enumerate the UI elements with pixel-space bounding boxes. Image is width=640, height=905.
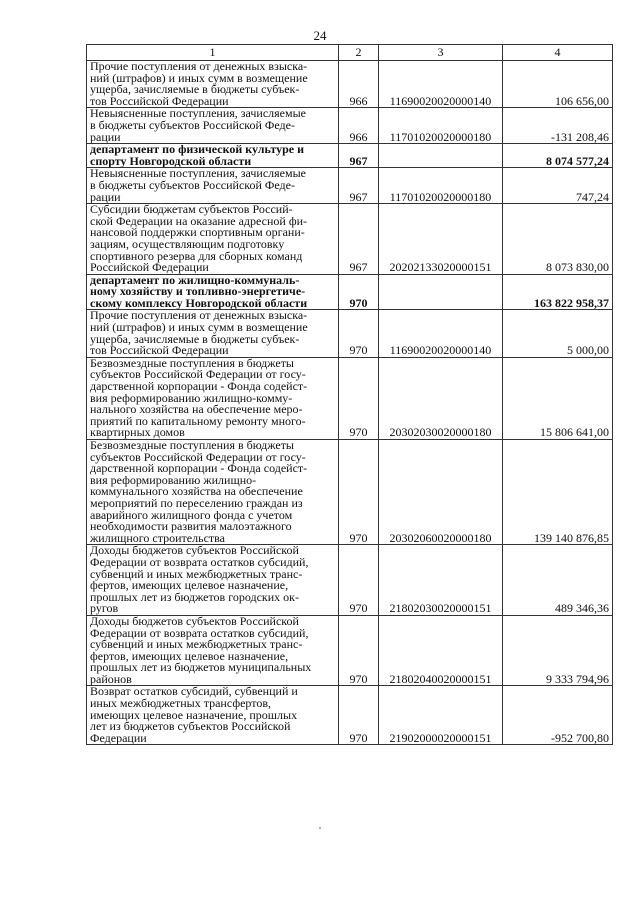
column-header-3: 3 <box>379 45 503 61</box>
row-classification-code <box>379 274 503 310</box>
row-admin-code: 970 <box>339 274 379 310</box>
row-classification-code: 21802030020000151 <box>379 545 503 616</box>
row-classification-code: 11690020020000140 <box>379 310 503 357</box>
table-row <box>87 168 613 204</box>
row-description: Невыясненные поступления, зачисляемые в бюджеты субъектов Российской Феде- рации <box>87 108 339 144</box>
table-row <box>87 545 613 616</box>
row-amount: 9 333 794,96 <box>503 615 613 686</box>
row-admin-code: 967 <box>339 204 379 275</box>
table-row <box>87 61 613 108</box>
table-row <box>87 686 613 745</box>
row-classification-code: 11701020020000180 <box>379 108 503 144</box>
row-amount: 489 346,36 <box>503 545 613 616</box>
column-header-2: 2 <box>339 45 379 61</box>
row-classification-code: 20302030020000180 <box>379 357 503 439</box>
row-amount: 163 822 958,37 <box>503 274 613 310</box>
row-description: Невыясненные поступления, зачисляемые в бюджеты субъектов Российской Феде- рации <box>87 168 339 204</box>
row-description: департамент по жилищно-коммуналь- ному хозяйству и топливно-энергетиче- скому комплексу Новгородской области <box>87 274 339 310</box>
row-amount: 747,24 <box>503 168 613 204</box>
row-description: Прочие поступления от денежных взыска- ний (штрафов) и иных сумм в возмещение ущерба, зачисляемые в бюджеты субъек- тов Российской Федерации <box>87 310 339 357</box>
row-description: Безвозмездные поступления в бюджеты субъектов Российской Федерации от госу- дарственной корпорации - Фонда содейст- вия реформированию жилищно- коммунального хозяйства на обеспечение мероприятий по переселению граждан из аварийного жилищного фонда с учетом необходимости развития малоэтажного жилищного строительства <box>87 440 339 545</box>
row-admin-code: 970 <box>339 686 379 745</box>
column-header-1: 1 <box>87 45 339 61</box>
row-amount: 8 073 830,00 <box>503 204 613 275</box>
row-admin-code: 966 <box>339 108 379 144</box>
row-classification-code: 21802040020000151 <box>379 615 503 686</box>
row-admin-code: 970 <box>339 310 379 357</box>
table-row <box>87 310 613 357</box>
row-amount: 5 000,00 <box>503 310 613 357</box>
row-admin-code: 970 <box>339 357 379 439</box>
row-admin-code: 970 <box>339 440 379 545</box>
row-amount: 15 806 641,00 <box>503 357 613 439</box>
table-row-department <box>87 274 613 310</box>
row-amount: 139 140 876,85 <box>503 440 613 545</box>
row-classification-code: 11690020020000140 <box>379 61 503 108</box>
table-row <box>87 615 613 686</box>
row-description: Возврат остатков субсидий, субвенций и иных межбюджетных трансфертов, имеющих целевое назначение, прошлых лет из бюджетов субъектов Российской Федерации <box>87 686 339 745</box>
row-description: Прочие поступления от денежных взыска- ний (штрафов) и иных сумм в возмещение ущерба, зачисляемые в бюджеты субъек- тов Российской Федерации <box>87 61 339 108</box>
row-admin-code: 970 <box>339 615 379 686</box>
table-row <box>87 440 613 545</box>
row-classification-code: 20302060020000180 <box>379 440 503 545</box>
row-description: департамент по физической культуре и спорту Новгородской области <box>87 144 339 168</box>
page-number: 24 <box>313 28 327 43</box>
row-classification-code: 20202133020000151 <box>379 204 503 275</box>
table-row-department <box>87 144 613 168</box>
row-amount: -131 208,46 <box>503 108 613 144</box>
row-admin-code: 967 <box>339 144 379 168</box>
row-classification-code: 11701020020000180 <box>379 168 503 204</box>
table-header-row <box>87 45 613 61</box>
row-amount: 8 074 577,24 <box>503 144 613 168</box>
scan-speck <box>319 827 321 829</box>
row-amount: 106 656,00 <box>503 61 613 108</box>
row-admin-code: 966 <box>339 61 379 108</box>
row-classification-code <box>379 144 503 168</box>
budget-revenue-table <box>86 44 613 745</box>
table-row <box>87 204 613 275</box>
row-description: Субсидии бюджетам субъектов Россий- ской Федерации на оказание адресной фи- нансовой поддержки спортивным органи- зациям, осуществляющим подготовку спортивного резерва для сборных команд Российской Федерации <box>87 204 339 275</box>
row-amount: -952 700,80 <box>503 686 613 745</box>
table-row <box>87 108 613 144</box>
row-description: Доходы бюджетов субъектов Российской Федерации от возврата остатков субсидий, субвенций и иных межбюджетных транс- фертов, имеющих целевое назначение, прошлых лет из бюджетов городских ок- ругов <box>87 545 339 616</box>
row-description: Доходы бюджетов субъектов Российской Федерации от возврата остатков субсидий, субвенций и иных межбюджетных транс- фертов, имеющих целевое назначение, прошлых лет из бюджетов муниципальных районов <box>87 615 339 686</box>
column-header-4: 4 <box>503 45 613 61</box>
row-description: Безвозмездные поступления в бюджеты субъектов Российской Федерации от госу- дарственной корпорации - Фонда содейст- вия реформированию жилищно-комму- нального хозяйства на обеспечение меро- приятий по капитальному ремонту много- квартирных домов <box>87 357 339 439</box>
row-classification-code: 21902000020000151 <box>379 686 503 745</box>
table-row <box>87 357 613 439</box>
row-admin-code: 970 <box>339 545 379 616</box>
row-admin-code: 967 <box>339 168 379 204</box>
